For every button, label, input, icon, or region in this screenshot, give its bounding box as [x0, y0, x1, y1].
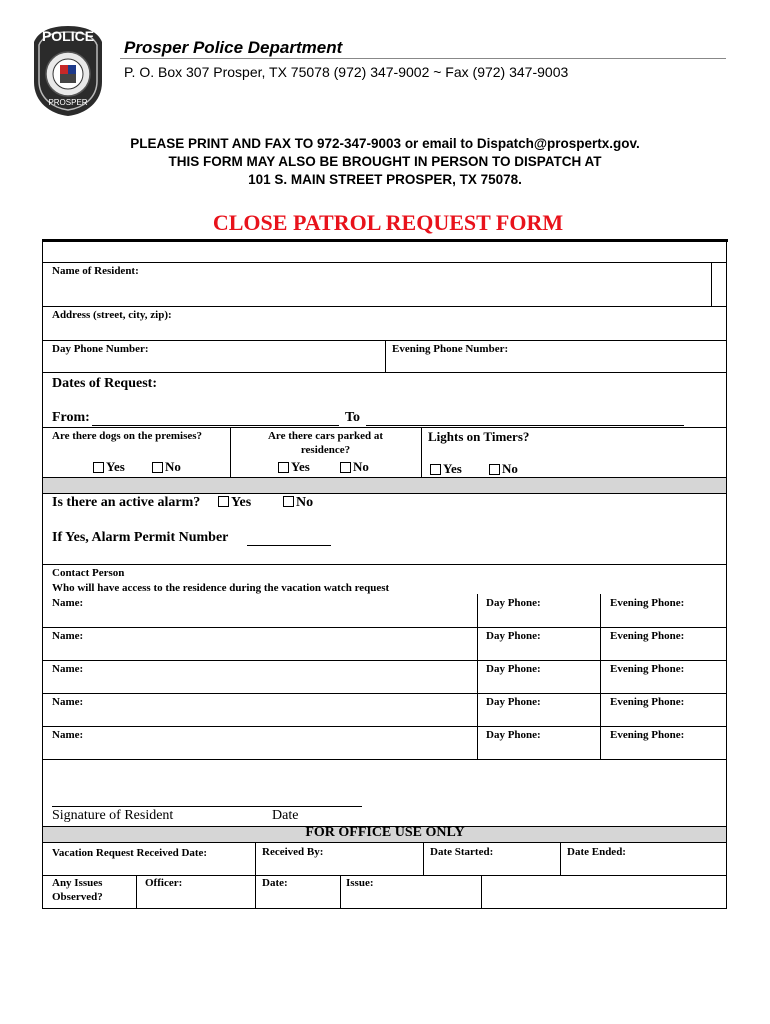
option-label: No	[353, 459, 369, 474]
received-date-field[interactable]: Vacation Request Received Date:	[52, 847, 208, 859]
divider	[477, 726, 478, 759]
divider	[42, 627, 727, 628]
contact-day-phone-field[interactable]: Day Phone:	[486, 729, 541, 741]
issue-field[interactable]: Issue:	[346, 877, 374, 889]
option-label: Yes	[231, 495, 252, 510]
alarm-no-option[interactable]	[283, 495, 313, 511]
divider	[711, 262, 712, 306]
divider	[42, 726, 727, 727]
cars-question-line-1: Are there cars parked at	[267, 430, 384, 442]
checkbox-icon[interactable]	[152, 462, 163, 473]
checkbox-icon[interactable]	[340, 462, 351, 473]
cars-no-option[interactable]	[340, 459, 369, 475]
badge-bottom-text: PROSPER	[48, 98, 88, 107]
contact-evening-phone-field[interactable]: Evening Phone:	[610, 630, 685, 642]
alarm-question-text: Is there an active alarm?	[52, 495, 201, 510]
instruction-line-2: THIS FORM MAY ALSO BE BROUGHT IN PERSON TO DISPATCH AT	[168, 154, 602, 169]
divider	[42, 427, 727, 428]
divider	[42, 262, 727, 263]
address-field[interactable]: Address (street, city, zip):	[52, 309, 172, 321]
signature-label: Signature of Resident	[52, 808, 174, 823]
cars-question-line-2: residence?	[300, 444, 351, 456]
option-label: Yes	[443, 461, 462, 476]
contact-name-field[interactable]: Name:	[52, 597, 84, 609]
divider	[481, 875, 482, 908]
divider	[477, 594, 478, 627]
contact-day-phone-field[interactable]: Day Phone:	[486, 597, 541, 609]
office-use-heading: FOR OFFICE USE ONLY	[305, 825, 465, 840]
divider	[385, 340, 386, 372]
badge-top-text: POLICE	[41, 28, 95, 44]
contact-subheading: Who will have access to the residence during the vacation watch request	[52, 582, 390, 594]
to-label: To	[345, 410, 361, 425]
lights-no-option[interactable]	[489, 461, 518, 477]
instruction-line-3: 101 S. MAIN STREET PROSPER, TX 75078.	[248, 172, 522, 187]
department-name: Prosper Police Department	[124, 38, 343, 57]
option-label: Yes	[291, 459, 310, 474]
divider	[477, 627, 478, 660]
cars-yes-option[interactable]	[278, 459, 310, 475]
to-date-line[interactable]	[366, 425, 684, 426]
form-title: CLOSE PATROL REQUEST FORM	[212, 210, 564, 235]
divider	[600, 627, 601, 660]
contact-evening-phone-field[interactable]: Evening Phone:	[610, 729, 685, 741]
divider	[600, 660, 601, 693]
alarm-permit-line[interactable]	[247, 545, 331, 546]
alarm-yes-option[interactable]	[218, 495, 251, 511]
divider	[255, 842, 256, 875]
option-label: No	[502, 461, 518, 476]
divider	[600, 594, 601, 627]
contact-evening-phone-field[interactable]: Evening Phone:	[610, 696, 685, 708]
checkbox-icon[interactable]	[218, 496, 229, 507]
received-by-field[interactable]: Received By:	[262, 846, 324, 858]
divider	[600, 693, 601, 726]
alarm-permit-label: If Yes, Alarm Permit Number	[52, 530, 229, 545]
lights-question: Lights on Timers?	[428, 429, 530, 444]
divider	[136, 875, 137, 908]
alarm-question	[52, 495, 200, 511]
contact-day-phone-field[interactable]: Day Phone:	[486, 663, 541, 675]
form-top-border	[42, 239, 728, 242]
instruction-line-1: PLEASE PRINT AND FAX TO 972-347-9003 or email to Dispatch@prospertx.gov.	[130, 136, 640, 151]
divider	[42, 306, 727, 307]
divider	[477, 660, 478, 693]
divider	[255, 875, 256, 908]
dates-of-request-label: Dates of Request:	[52, 376, 157, 391]
contact-name-field[interactable]: Name:	[52, 696, 84, 708]
lights-yes-option[interactable]	[430, 461, 462, 477]
any-issues-line-2: Observed?	[52, 891, 103, 903]
divider	[42, 842, 727, 843]
divider	[560, 842, 561, 875]
divider	[42, 564, 727, 565]
contact-heading: Contact Person	[52, 567, 125, 579]
contact-evening-phone-field[interactable]: Evening Phone:	[610, 663, 685, 675]
divider	[600, 726, 601, 759]
dogs-no-option[interactable]	[152, 459, 181, 475]
date-ended-field[interactable]: Date Ended:	[567, 846, 626, 858]
divider	[42, 660, 727, 661]
address-line: P. O. Box 307 Prosper, TX 75078 (972) 347-9002 ~ Fax (972) 347-9003	[124, 64, 569, 80]
from-label: From:	[52, 410, 90, 425]
contact-name-field[interactable]: Name:	[52, 663, 84, 675]
date-field[interactable]: Date:	[262, 877, 288, 889]
day-phone-field[interactable]: Day Phone Number:	[52, 343, 149, 355]
name-of-resident-field[interactable]: Name of Resident:	[52, 265, 139, 277]
dogs-question: Are there dogs on the premises?	[52, 430, 203, 442]
evening-phone-field[interactable]: Evening Phone Number:	[392, 343, 509, 355]
date-started-field[interactable]: Date Started:	[430, 846, 494, 858]
police-badge-logo	[30, 24, 106, 118]
dogs-yes-option[interactable]	[93, 459, 125, 475]
checkbox-icon[interactable]	[283, 496, 294, 507]
contact-day-phone-field[interactable]: Day Phone:	[486, 696, 541, 708]
signature-line[interactable]	[52, 806, 362, 807]
officer-field[interactable]: Officer:	[145, 877, 183, 889]
contact-name-field[interactable]: Name:	[52, 729, 84, 741]
divider	[42, 693, 727, 694]
divider	[42, 875, 727, 876]
any-issues-line-1: Any Issues	[52, 877, 103, 889]
contact-day-phone-field[interactable]: Day Phone:	[486, 630, 541, 642]
section-separator	[43, 477, 726, 494]
checkbox-icon[interactable]	[489, 464, 500, 475]
divider	[42, 372, 727, 373]
divider	[423, 842, 424, 875]
signature-date-label: Date	[272, 808, 299, 823]
divider	[477, 693, 478, 726]
checkbox-icon[interactable]	[430, 464, 441, 475]
option-label: No	[296, 495, 314, 510]
checkbox-icon[interactable]	[93, 462, 104, 473]
contact-evening-phone-field[interactable]: Evening Phone:	[610, 597, 685, 609]
checkbox-icon[interactable]	[278, 462, 289, 473]
divider	[340, 875, 341, 908]
contact-name-field[interactable]: Name:	[52, 630, 84, 642]
option-label: No	[165, 459, 181, 474]
form-bottom-border	[42, 908, 727, 909]
divider	[42, 759, 727, 760]
divider	[421, 427, 422, 477]
from-date-line[interactable]	[92, 425, 339, 426]
header-rule	[120, 58, 726, 59]
option-label: Yes	[106, 459, 125, 474]
